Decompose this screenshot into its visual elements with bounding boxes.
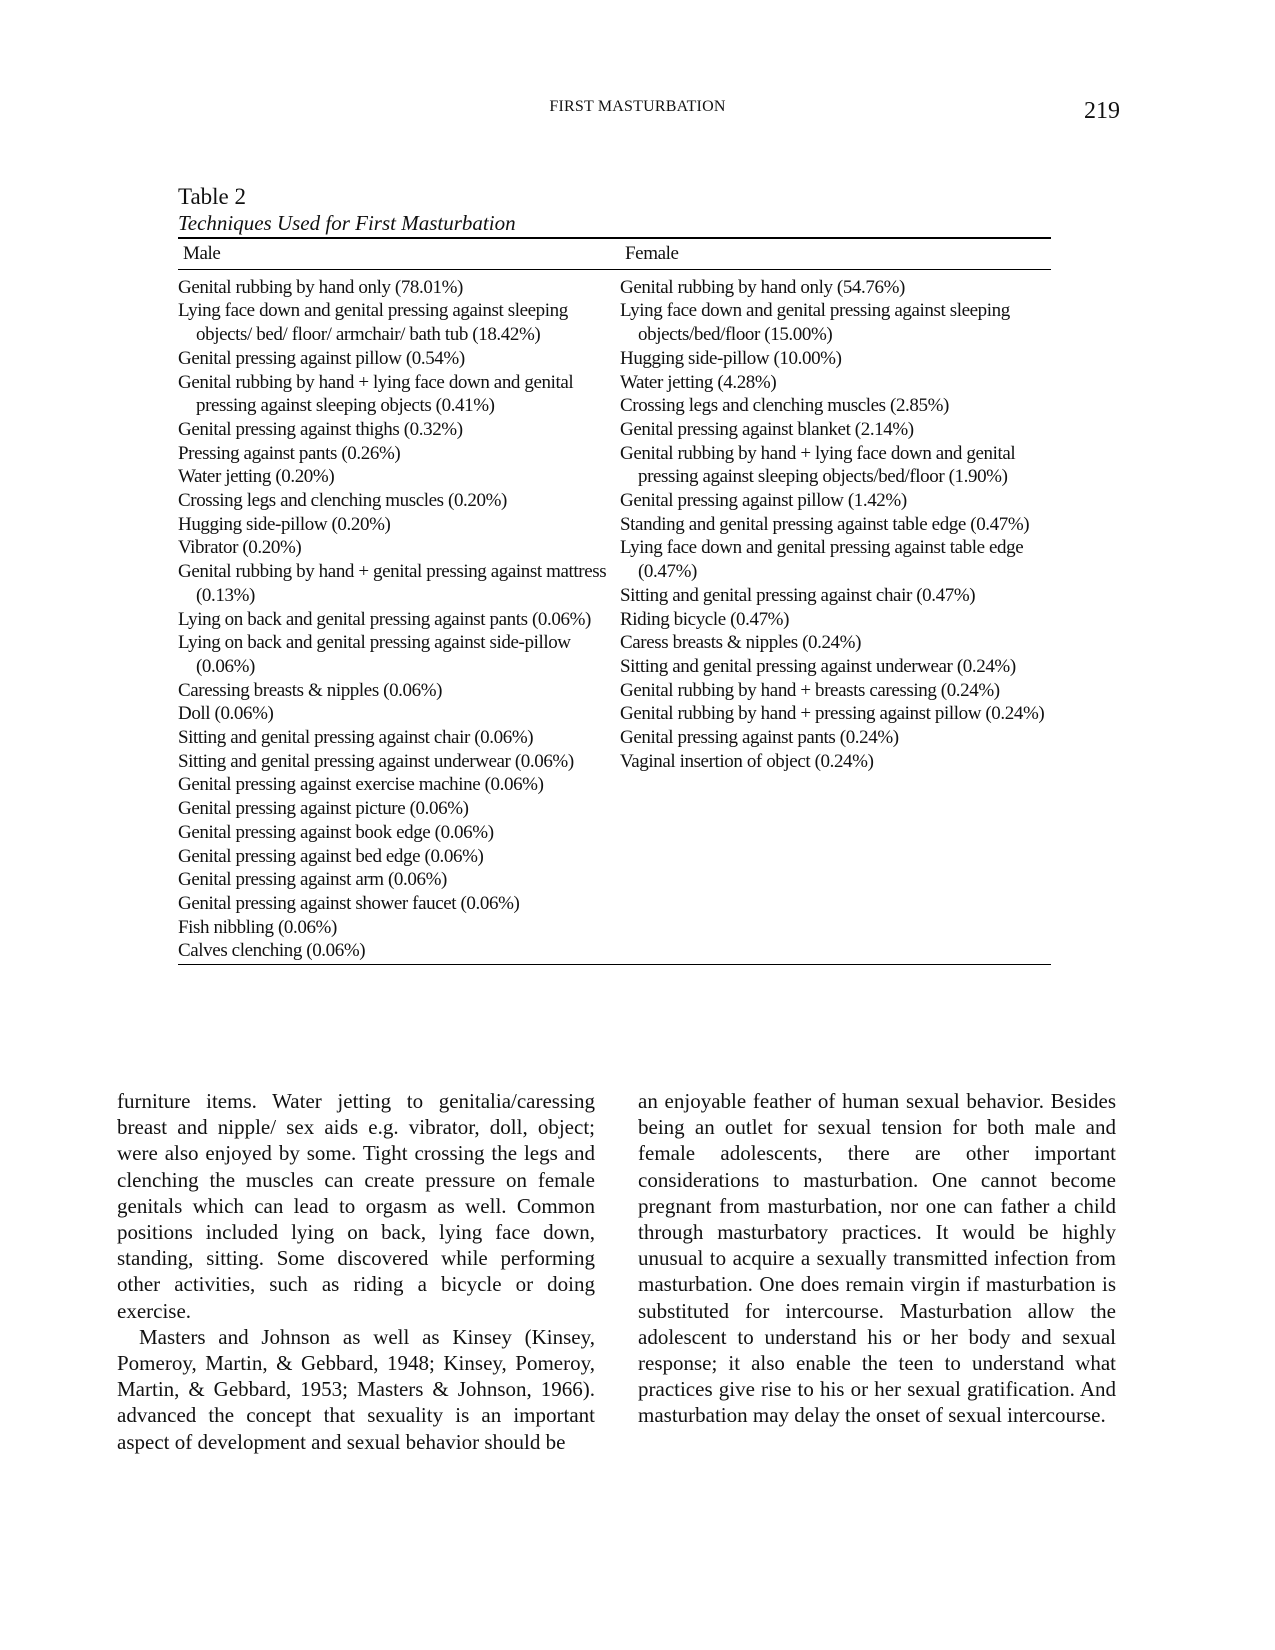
column-header-male: Male	[178, 238, 620, 269]
table-entry: Sitting and genital pressing against underwear (0.24%)	[620, 655, 1016, 677]
table-entry: Sitting and genital pressing against chair (0.47%)	[620, 584, 976, 606]
table-entry: Genital pressing against book edge (0.06%)	[178, 821, 494, 843]
table-entry: Genital pressing against exercise machine (0.06%)	[178, 774, 544, 796]
table-entry: Doll (0.06%)	[178, 703, 274, 725]
table-entry: Genital rubbing by hand + pressing against pillow (0.24%)	[620, 703, 1045, 725]
table-entry: Caress breasts & nipples (0.24%)	[620, 632, 862, 654]
column-header-female: Female	[620, 238, 1051, 269]
table-entry: Genital rubbing by hand + genital pressing against mattress (0.13%)	[178, 561, 607, 606]
table-entry: Genital rubbing by hand only (78.01%)	[178, 276, 463, 298]
table-entry: Sitting and genital pressing against chair (0.06%)	[178, 727, 534, 749]
table-entry: Vibrator (0.20%)	[178, 537, 302, 559]
table-entry: Genital rubbing by hand + breasts caressing (0.24%)	[620, 679, 1000, 701]
table-entry: Genital pressing against arm (0.06%)	[178, 869, 447, 891]
body-paragraph: an enjoyable feather of human sexual behavior. Besides being an outlet for sexual tension for both male and female adolescents, there are other important considerations to masturbation. One cannot become pregnant from masturbation, nor one can father a child through masturbatory practices. It would be highly unusual to acquire a sexually transmitted infection from masturbation. One does remain virgin if masturbation is substituted for intercourse. Masturbation allow the adolescent to understand his or her body and sexual response; it also enable the teen to understand what practices give rise to his or her sexual gratification. And masturbation may delay the onset of sexual intercourse.	[638, 1089, 1116, 1428]
table-entry: Genital rubbing by hand + lying face down and genital pressing against sleeping objects (0.41%)	[178, 371, 574, 417]
page-number: 219	[1084, 98, 1120, 124]
table-entry: Pressing against pants (0.26%)	[178, 442, 401, 464]
techniques-table	[178, 237, 1051, 965]
body-column-right	[638, 1088, 1116, 1429]
table-entry: Calves clenching (0.06%)	[178, 940, 366, 962]
table-entry: Lying face down and genital pressing against sleeping objects/ bed/ floor/ armchair/ bath tub (18.42%)	[178, 300, 568, 346]
body-paragraph: furniture items. Water jetting to genitalia/caressing breast and nipple/ sex aids e.g. vibrator, doll, object; were also enjoyed by some. Tight crossing the legs and clenching the muscles can create pressure on female genitals which can lead to orgasm as well. Common positions included lying on back, lying face down, standing, sitting. Some discovered while performing other activities, such as riding a bicycle or doing exercise.	[117, 1089, 595, 1323]
table-entry: Lying face down and genital pressing against sleeping objects/bed/floor (15.00%)	[620, 300, 1010, 346]
table-entry: Lying on back and genital pressing against pants (0.06%)	[178, 608, 591, 630]
table-entry: Riding bicycle (0.47%)	[620, 608, 790, 630]
body-paragraph: Masters and Johnson as well as Kinsey (Kinsey, Pomeroy, Martin, & Gebbard, 1948; Kinsey, Pomeroy, Martin, & Gebbard, 1953; Masters & Johnson, 1966). advanced the concept that sexuality is an important aspect of development and sexual behavior should be	[117, 1324, 595, 1454]
table-label: Table 2	[178, 184, 247, 209]
table-entry: Genital pressing against shower faucet (0.06%)	[178, 892, 520, 914]
table-entry: Genital rubbing by hand + lying face down and genital pressing against sleeping objects/bed/floor (1.90%)	[620, 442, 1016, 488]
table-entry: Genital pressing against blanket (2.14%)	[620, 418, 914, 440]
female-techniques-list	[620, 269, 1051, 964]
running-head: FIRST MASTURBATION	[549, 98, 726, 115]
table-entry: Genital pressing against bed edge (0.06%)	[178, 845, 484, 867]
table-entry: Genital pressing against thighs (0.32%)	[178, 418, 463, 440]
table-entry: Lying on back and genital pressing against side-pillow (0.06%)	[178, 632, 571, 677]
table-entry: Crossing legs and clenching muscles (0.20%)	[178, 490, 507, 512]
table-entry: Fish nibbling (0.06%)	[178, 916, 337, 938]
male-techniques-list	[178, 269, 620, 964]
table-entry: Hugging side-pillow (0.20%)	[178, 513, 391, 535]
table-entry: Hugging side-pillow (10.00%)	[620, 347, 842, 369]
body-column-left	[117, 1088, 595, 1455]
table-entry: Sitting and genital pressing against underwear (0.06%)	[178, 750, 574, 772]
table-entry: Vaginal insertion of object (0.24%)	[620, 750, 874, 772]
table-caption: Techniques Used for First Masturbation	[178, 211, 516, 235]
table-entry: Genital pressing against picture (0.06%)	[178, 798, 469, 820]
table-entry: Standing and genital pressing against table edge (0.47%)	[620, 513, 1030, 535]
table-entry: Water jetting (0.20%)	[178, 466, 335, 488]
table-entry: Genital rubbing by hand only (54.76%)	[620, 276, 905, 298]
table-entry: Genital pressing against pillow (1.42%)	[620, 490, 907, 512]
table-entry: Lying face down and genital pressing against table edge (0.47%)	[620, 537, 1024, 583]
table-entry: Crossing legs and clenching muscles (2.85%)	[620, 395, 949, 417]
table-entry: Water jetting (4.28%)	[620, 371, 777, 393]
table-entry: Caressing breasts & nipples (0.06%)	[178, 679, 443, 701]
table-entry: Genital pressing against pillow (0.54%)	[178, 347, 465, 369]
table-entry: Genital pressing against pants (0.24%)	[620, 727, 899, 749]
table-block	[178, 183, 1051, 965]
